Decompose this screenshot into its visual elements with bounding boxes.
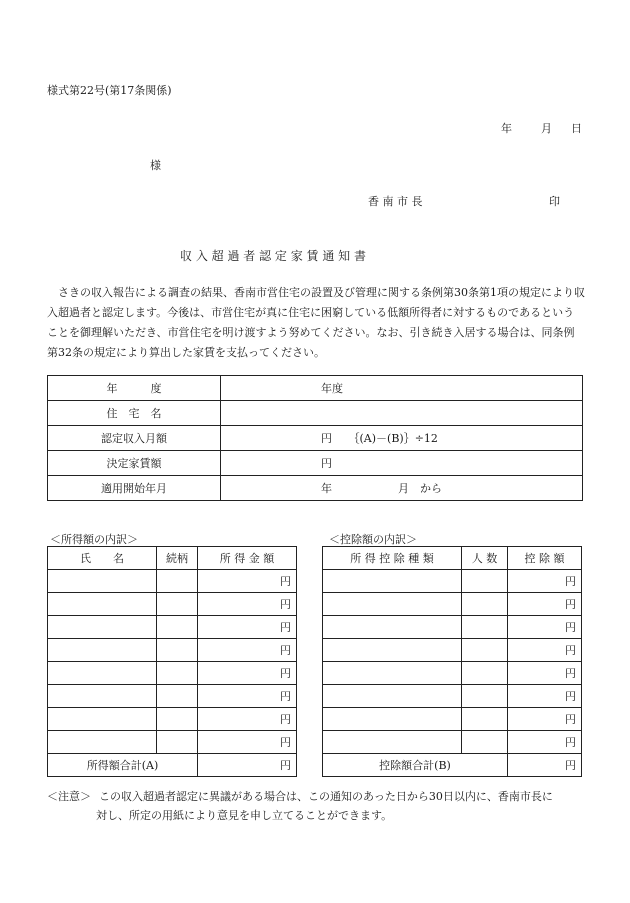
income-cell[interactable]: 円 — [198, 708, 297, 731]
income-total-label: 所得額合計(A) — [48, 754, 198, 777]
deduction-amount-cell[interactable]: 円 — [508, 685, 582, 708]
table-row — [323, 708, 582, 731]
main-info-table — [47, 375, 583, 501]
notice-text-1: この収入超過者認定に異議がある場合は、この通知のあった日から30日以内に、香南市長に — [99, 790, 553, 803]
income-cell[interactable]: 円 — [198, 639, 297, 662]
table-row — [323, 731, 582, 754]
table-row — [48, 731, 297, 754]
name-cell[interactable] — [48, 662, 157, 685]
addressee-suffix: 様 — [150, 159, 161, 172]
body-paragraph: さきの収入報告による調査の結果、香南市営住宅の設置及び管理に関する条例第30条第1項の規定により収入超過者と認定します。今後は、市営住宅が真に住宅に困窮している低額所得者に対するものであるということを御理解いただき、市営住宅を明け渡すよう努めてください。なお、引き続き入居する場合は、同条例第32条の規定により算出した家賃を支払ってください。 — [47, 286, 585, 359]
deduction-type-cell[interactable] — [323, 616, 462, 639]
table-row — [48, 401, 583, 426]
col-header-count: 人 数 — [462, 547, 508, 570]
row-label-determined-rent: 決定家賃額 — [48, 451, 221, 476]
relation-cell[interactable] — [157, 731, 198, 754]
deduction-table-caption: ＜控除額の内訳＞ — [329, 533, 417, 546]
notice-line-1 — [47, 787, 553, 807]
deduction-total-cell[interactable]: 円 — [508, 754, 582, 777]
deduction-total-label: 控除額合計(B) — [323, 754, 508, 777]
count-cell[interactable] — [462, 662, 508, 685]
name-cell[interactable] — [48, 570, 157, 593]
table-row — [48, 376, 583, 401]
col-header-name: 氏 名 — [48, 547, 157, 570]
table-row — [48, 451, 583, 476]
count-cell[interactable] — [462, 731, 508, 754]
deduction-amount-cell[interactable]: 円 — [508, 662, 582, 685]
date-line — [501, 120, 582, 136]
total-row — [323, 754, 582, 777]
row-value-housing-name[interactable] — [221, 401, 583, 426]
deduction-type-cell[interactable] — [323, 731, 462, 754]
row-value-start-month[interactable]: 年 月 から — [221, 476, 583, 501]
deduction-amount-cell[interactable]: 円 — [508, 708, 582, 731]
relation-cell[interactable] — [157, 685, 198, 708]
col-header-deduction-type: 所 得 控 除 種 類 — [323, 547, 462, 570]
table-row — [323, 593, 582, 616]
relation-cell[interactable] — [157, 593, 198, 616]
table-header-row — [48, 547, 297, 570]
deduction-type-cell[interactable] — [323, 570, 462, 593]
row-value-determined-rent[interactable]: 円 — [221, 451, 583, 476]
deduction-amount-cell[interactable]: 円 — [508, 616, 582, 639]
deduction-amount-cell[interactable]: 円 — [508, 639, 582, 662]
name-cell[interactable] — [48, 616, 157, 639]
count-cell[interactable] — [462, 685, 508, 708]
table-row — [48, 616, 297, 639]
count-cell[interactable] — [462, 593, 508, 616]
income-total-cell[interactable]: 円 — [198, 754, 297, 777]
col-header-relation: 続柄 — [157, 547, 198, 570]
deduction-type-cell[interactable] — [323, 662, 462, 685]
relation-cell[interactable] — [157, 662, 198, 685]
issuer-name: 香 南 市 長 — [368, 195, 423, 208]
income-cell[interactable]: 円 — [198, 685, 297, 708]
total-row — [48, 754, 297, 777]
income-cell[interactable]: 円 — [198, 616, 297, 639]
relation-cell[interactable] — [157, 708, 198, 731]
date-year-label: 年 — [501, 122, 512, 135]
document-title: 収 入 超 過 者 認 定 家 賃 通 知 書 — [180, 249, 366, 263]
date-month-label: 月 — [541, 122, 552, 135]
count-cell[interactable] — [462, 708, 508, 731]
table-header-row — [323, 547, 582, 570]
row-label-start-month: 適用開始年月 — [48, 476, 221, 501]
income-table-caption: ＜所得額の内訳＞ — [50, 533, 138, 546]
income-breakdown-table — [47, 546, 297, 777]
table-row — [323, 570, 582, 593]
deduction-breakdown-table — [322, 546, 582, 777]
table-row — [323, 662, 582, 685]
table-row — [48, 662, 297, 685]
row-label-fiscal-year: 年 度 — [48, 376, 221, 401]
name-cell[interactable] — [48, 708, 157, 731]
table-row — [48, 708, 297, 731]
table-row — [48, 570, 297, 593]
deduction-type-cell[interactable] — [323, 639, 462, 662]
income-cell[interactable]: 円 — [198, 593, 297, 616]
name-cell[interactable] — [48, 639, 157, 662]
notice-line-2: 対し、所定の用紙により意見を申し立てることができます。 — [96, 809, 393, 822]
relation-cell[interactable] — [157, 639, 198, 662]
row-label-certified-income: 認定収入月額 — [48, 426, 221, 451]
name-cell[interactable] — [48, 731, 157, 754]
col-header-deduction-amount: 控 除 額 — [508, 547, 582, 570]
deduction-amount-cell[interactable]: 円 — [508, 593, 582, 616]
date-day-label: 日 — [571, 122, 582, 135]
seal-mark: 印 — [549, 195, 560, 208]
count-cell[interactable] — [462, 639, 508, 662]
relation-cell[interactable] — [157, 570, 198, 593]
row-label-housing-name: 住 宅 名 — [48, 401, 221, 426]
row-value-certified-income[interactable]: 円 ｛(A)－(B)｝÷12 — [221, 426, 583, 451]
col-header-income: 所 得 金 額 — [198, 547, 297, 570]
name-cell[interactable] — [48, 593, 157, 616]
notice-label: ＜注意＞ — [47, 790, 91, 803]
table-row — [48, 593, 297, 616]
income-cell[interactable]: 円 — [198, 662, 297, 685]
row-value-fiscal-year[interactable]: 年度 — [221, 376, 583, 401]
income-cell[interactable]: 円 — [198, 731, 297, 754]
deduction-amount-cell[interactable]: 円 — [508, 731, 582, 754]
table-row — [48, 685, 297, 708]
table-row — [323, 616, 582, 639]
income-cell[interactable]: 円 — [198, 570, 297, 593]
relation-cell[interactable] — [157, 616, 198, 639]
table-row — [323, 639, 582, 662]
table-row — [48, 476, 583, 501]
count-cell[interactable] — [462, 616, 508, 639]
form-number: 様式第22号(第17条関係) — [47, 84, 172, 97]
count-cell[interactable] — [462, 570, 508, 593]
deduction-type-cell[interactable] — [323, 708, 462, 731]
name-cell[interactable] — [48, 685, 157, 708]
deduction-type-cell[interactable] — [323, 685, 462, 708]
table-row — [48, 426, 583, 451]
table-row — [323, 685, 582, 708]
table-row — [48, 639, 297, 662]
deduction-type-cell[interactable] — [323, 593, 462, 616]
deduction-amount-cell[interactable]: 円 — [508, 570, 582, 593]
